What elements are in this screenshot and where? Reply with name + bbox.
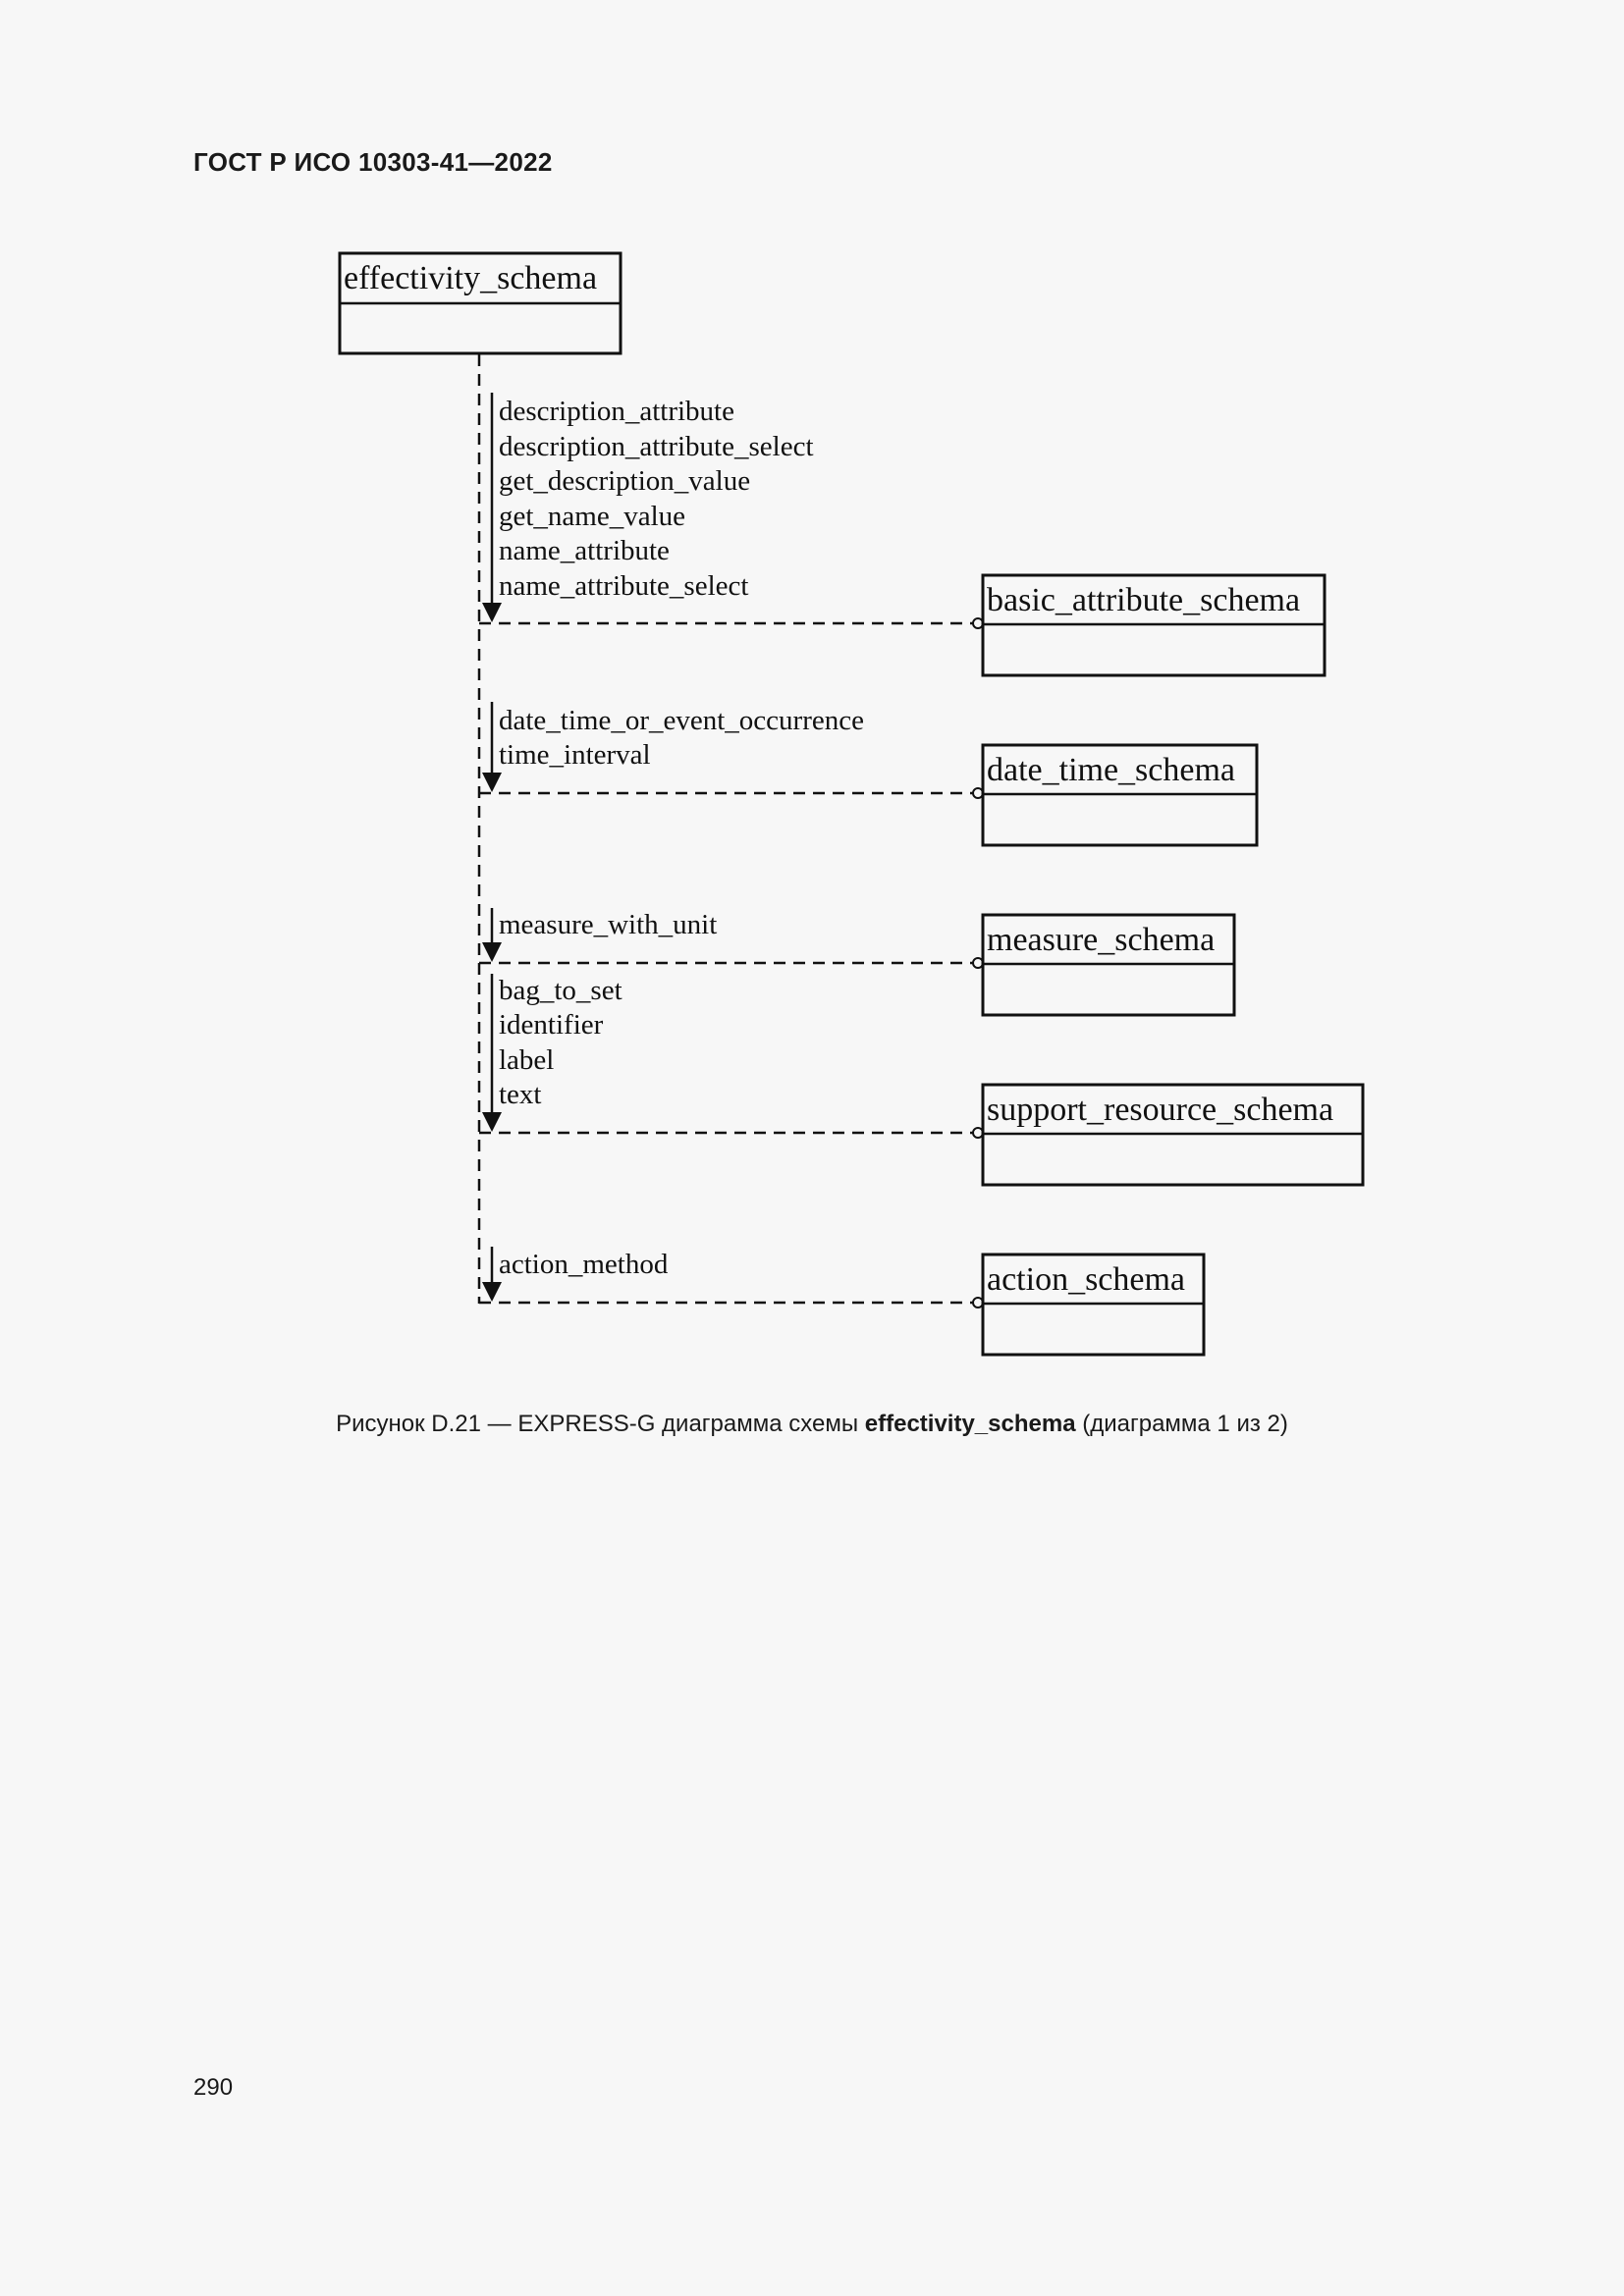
schema-box-label: measure_schema (987, 922, 1216, 958)
figure-caption (0, 1411, 1624, 1438)
schema-box-label: date_time_schema (987, 752, 1236, 788)
reference-item: measure_with_unit (499, 909, 718, 940)
schema-box-label: basic_attribute_schema (987, 582, 1301, 618)
reference-item: description_attribute_select (499, 431, 814, 462)
reference-item: text (499, 1079, 542, 1110)
reference-item: action_method (499, 1249, 669, 1280)
caption-prefix: Рисунок D.21 — EXPRESS-G диаграмма схемы (336, 1411, 865, 1437)
reference-action (479, 1247, 1204, 1355)
caption-suffix: (диаграмма 1 из 2) (1075, 1411, 1288, 1437)
main-schema-box (340, 253, 621, 353)
schema-box-label: support_resource_schema (987, 1092, 1334, 1128)
caption-schema-name: effectivity_schema (864, 1411, 1076, 1437)
reference-item: get_description_value (499, 465, 751, 497)
schema-box-label: action_schema (987, 1261, 1186, 1298)
main-schema-label: effectivity_schema (344, 260, 598, 296)
reference-item: name_attribute_select (499, 570, 749, 602)
reference-item: get_name_value (499, 501, 686, 532)
reference-item: date_time_or_event_occurrence (499, 705, 864, 736)
reference-item: time_interval (499, 739, 651, 771)
reference-item: identifier (499, 1009, 604, 1041)
reference-item: bag_to_set (499, 975, 623, 1006)
reference-support-resource (479, 974, 1363, 1185)
document-header: ГОСТ Р ИСО 10303-41—2022 (193, 147, 553, 177)
reference-item: name_attribute (499, 535, 670, 566)
reference-item: label (499, 1044, 555, 1076)
page-number: 290 (193, 2074, 234, 2101)
reference-basic-attribute (479, 393, 1325, 675)
reference-date-time (479, 702, 1257, 845)
reference-item: description_attribute (499, 396, 734, 427)
